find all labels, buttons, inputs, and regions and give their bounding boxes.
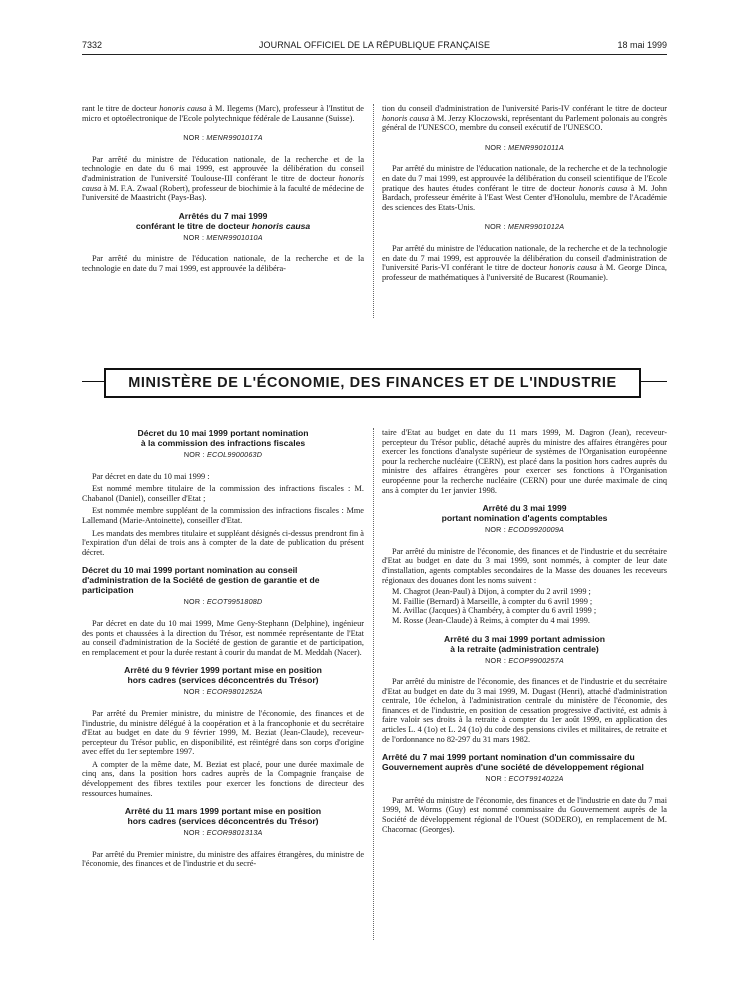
- page-header: [82, 40, 667, 54]
- nor-reference: NOR : ECOT9951808D: [183, 597, 263, 607]
- list-item: M. Avillac (Jacques) à Chambéry, à compter du 6 avril 1999 ;: [392, 606, 597, 616]
- nor-reference: NOR : ECOR9801252A: [183, 687, 263, 697]
- section-heading: Arrêté du 7 mai 1999 portant nomination d'un commissaire du Gouvernement auprès d'une société de développement régional: [382, 752, 644, 773]
- paragraph: Par décret en date du 10 mai 1999, Mme Geny-Stephann (Delphine), ingénieur des ponts et chaussées à la direction du Trésor, est nommée représentante de l'Etat au conseil d'administration de la Société de gestion de garantie et de participation, en remplacement et pour la durée restant à courir du mandat de M. Meddah (Nacer).: [82, 618, 364, 657]
- paragraph: taire d'Etat au budget en date du 11 mars 1999, M. Dagron (Jean), receveur-percepteur du Trésor public, détaché auprès du ministre des affaires étrangères pour exercer les fonctions d'analyste supérieur de systèmes de l'Organisation européenne pour la recherche nucléaire (CERN), est placé dans la position hors cadres auprès du ministre des affaires étrangères pour exercer ses fonctions à l'Organisation européenne pour la recherche nucléaire (CERN) pour une durée maximale de cinq ans à compter du 1er janvier 1998.: [382, 428, 667, 495]
- bottom-left-column: [82, 428, 364, 875]
- paragraph: rant le titre de docteur honoris causa à M. Ilegems (Marc), professeur à l'Institut de micro et optoélectronique de l'Ecole polytechnique fédérale de Lausanne (Suisse).: [82, 104, 364, 123]
- section-heading: Arrêté du 3 mai 1999 portant admission à la retraite (administration centrale): [444, 633, 605, 654]
- nor-reference: NOR : ECOD9920009A: [484, 525, 565, 535]
- paragraph: A compter de la même date, M. Beziat est placé, pour une durée maximale de cinq ans, dans la position hors cadres auprès de la Compagnie française de développement des fibres textiles pour exercer les fonctions de directeur des ressources humaines.: [82, 759, 364, 798]
- paragraph: Est nommé membre titulaire de la commission des infractions fiscales : M. Chabanol (Daniel), conseiller d'Etat ;: [82, 484, 364, 503]
- paragraph: tion du conseil d'administration de l'université Paris-IV conférant le titre de docteur honoris causa à M. Jerzy Kloczowski, représentant du Parlement polonais au congrès général de l'UNESCO, membre du conseil exécutif de l'UNESCO.: [382, 104, 667, 133]
- nor-reference: NOR : ECOP9900257A: [485, 655, 564, 665]
- paragraph: Par arrêté du ministre de l'éducation nationale, de la recherche et de la technologie en date du 6 mai 1999, est approuvée la délibération du conseil d'administration de l'université Toulouse-III conférant le titre de docteur honoris causa à M. F.A. Zwaal (Robert), professeur de biochimie à la faculté de médecine de l'université de Maastricht (Pays-Bas).: [82, 154, 364, 203]
- paragraph: Par arrêté du ministre de l'éducation nationale, de la recherche et de la technologie en date du 7 mai 1999, est approuvée la délibération du conseil d'administration de l'université Paris-VI conférant le titre de docteur honoris causa à M. George Dinca, professeur de mathématiques à l'université de Bucarest (Roumanie).: [382, 243, 667, 282]
- bottom-right-column: [382, 428, 667, 840]
- paragraph: Par arrêté du Premier ministre, du ministre de l'économie, des finances et de l'industrie, du ministre délégué à la coopération et à la francophonie et du secrétaire d'Etat au budget en date du 9 février 1999, M. Beziat (Jean-Claude), receveur-percepteur du Trésor public, en disponibilité, est réintégré dans son corps d'origine avec effet du 1er septembre 1997.: [82, 708, 364, 757]
- page-number: 7332: [82, 40, 103, 50]
- paragraph: Par arrêté du Premier ministre, du ministre des affaires étrangères, du ministre de l'économie, des finances et de l'industrie et du secré-: [82, 849, 364, 869]
- top-right-column: [382, 104, 667, 288]
- nor-reference: NOR : ECOT9914022A: [485, 774, 564, 784]
- list-item: M. Rosse (Jean-Claude) à Reims, à compter du 4 mai 1999.: [392, 615, 590, 625]
- paragraph: Les mandats des membres titulaire et suppléant désignés ci-dessus prendront fin à l'expiration d'un délai de trois ans à compter de la date de publication du présent décret.: [82, 528, 364, 557]
- nor-reference: NOR : ECOL9900063D: [183, 450, 263, 459]
- paragraph: Par arrêté du ministre de l'éducation nationale, de la recherche et de la technologie en date du 7 mai 1999, est approuvée la délibéra-: [82, 254, 364, 273]
- journal-title: JOURNAL OFFICIEL DE LA RÉPUBLIQUE FRANÇAISE: [258, 40, 491, 50]
- list-item: M. Faillie (Bernard) à Marseille, à compter du 6 avril 1999 ;: [392, 596, 593, 606]
- paragraph: Par arrêté du ministre de l'économie, des finances et de l'industrie et du secrétaire d'Etat au budget en date du 3 mai 1999, sont nommés, à compter de leur date d'installation, agents comptables secondaires de la Masse des douanes les receveurs régionaux des douanes dont les noms suivent :: [382, 546, 667, 585]
- paragraph: Par arrêté du ministre de l'éducation nationale, de la recherche et de la technologie en date du 7 mai 1999, est approuvée la délibération du conseil scientifique de l'Ecole pratique des hautes études conférant le titre de docteur honoris causa à M. John Bardach, professeur émérite à l'East West Center d'Honolulu, membre de l'Académie des sciences des Etats-Unis.: [382, 164, 668, 212]
- section-heading: Décret du 10 mai 1999 portant nomination à la commission des infractions fiscales: [137, 428, 309, 448]
- section-heading: Arrêtés du 7 mai 1999 conférant le titre de docteur honoris causa: [135, 210, 311, 231]
- column-divider: [373, 104, 374, 318]
- section-heading: Décret du 10 mai 1999 portant nomination au conseil d'administration de la Société de gestion de garantie et de participation: [82, 565, 320, 596]
- ministry-banner: MINISTÈRE DE L'ÉCONOMIE, DES FINANCES ET DE L'INDUSTRIE: [104, 368, 641, 398]
- issue-date: 18 mai 1999: [617, 40, 667, 50]
- nor-reference: NOR : MENR9901012A: [484, 222, 565, 232]
- nor-reference: NOR : MENR9901017A: [183, 133, 263, 143]
- section-heading: Arrêté du 3 mai 1999 portant nomination d'agents comptables: [441, 503, 608, 524]
- section-heading: Arrêté du 11 mars 1999 portant mise en position hors cadres (services déconcentrés du Trésor): [124, 806, 322, 827]
- paragraph: Par arrêté du ministre de l'économie, des finances et de l'industrie et du secrétaire d'Etat au budget en date du 3 mai 1999, M. Dugast (Henri), attaché d'administration centrale, 10e échelon, à l'administration centrale du ministère de l'économie, des finances et de l'industrie, en position de cessation progressive d'activité, est admis à faire valoir ses droits à la retraite à compter du 1er août 1999, en application des articles L. 4 (1o) et L. 24 (1o) du code des pensions civiles et militaires, de retraite et de l'ordonnance no 82-297 du 31 mars 1982.: [382, 677, 667, 744]
- paragraph: Par arrêté du ministre de l'économie, des finances et de l'industrie en date du 7 mai 1999, M. Worms (Guy) est nommé commissaire du Gouvernement auprès de la Société de développement régional de l'Ouest (SODERO), en remplacement de M. Chacornac (Georges).: [382, 795, 667, 834]
- list-item: M. Chagrot (Jean-Paul) à Dijon, à compter du 2 avril 1999 ;: [392, 587, 591, 597]
- nor-reference: NOR : MENR9901011A: [485, 142, 564, 152]
- paragraph: Est nommée membre suppléant de la commission des infractions fiscales : Mme Lallemand (Marie-Antoinette), conseiller d'Etat.: [82, 506, 364, 525]
- nor-reference: NOR : MENR9901010A: [183, 232, 263, 242]
- column-divider: [373, 428, 374, 940]
- section-heading: Arrêté du 9 février 1999 portant mise en position hors cadres (services déconcentrés du Trésor): [124, 665, 322, 686]
- top-left-column: [82, 104, 364, 280]
- paragraph: Par décret en date du 10 mai 1999 :: [92, 471, 210, 481]
- banner-rule-right: [641, 381, 667, 382]
- header-rule: [82, 54, 667, 55]
- banner-rule-left: [82, 381, 104, 382]
- nor-reference: NOR : ECOR9801313A: [183, 828, 263, 838]
